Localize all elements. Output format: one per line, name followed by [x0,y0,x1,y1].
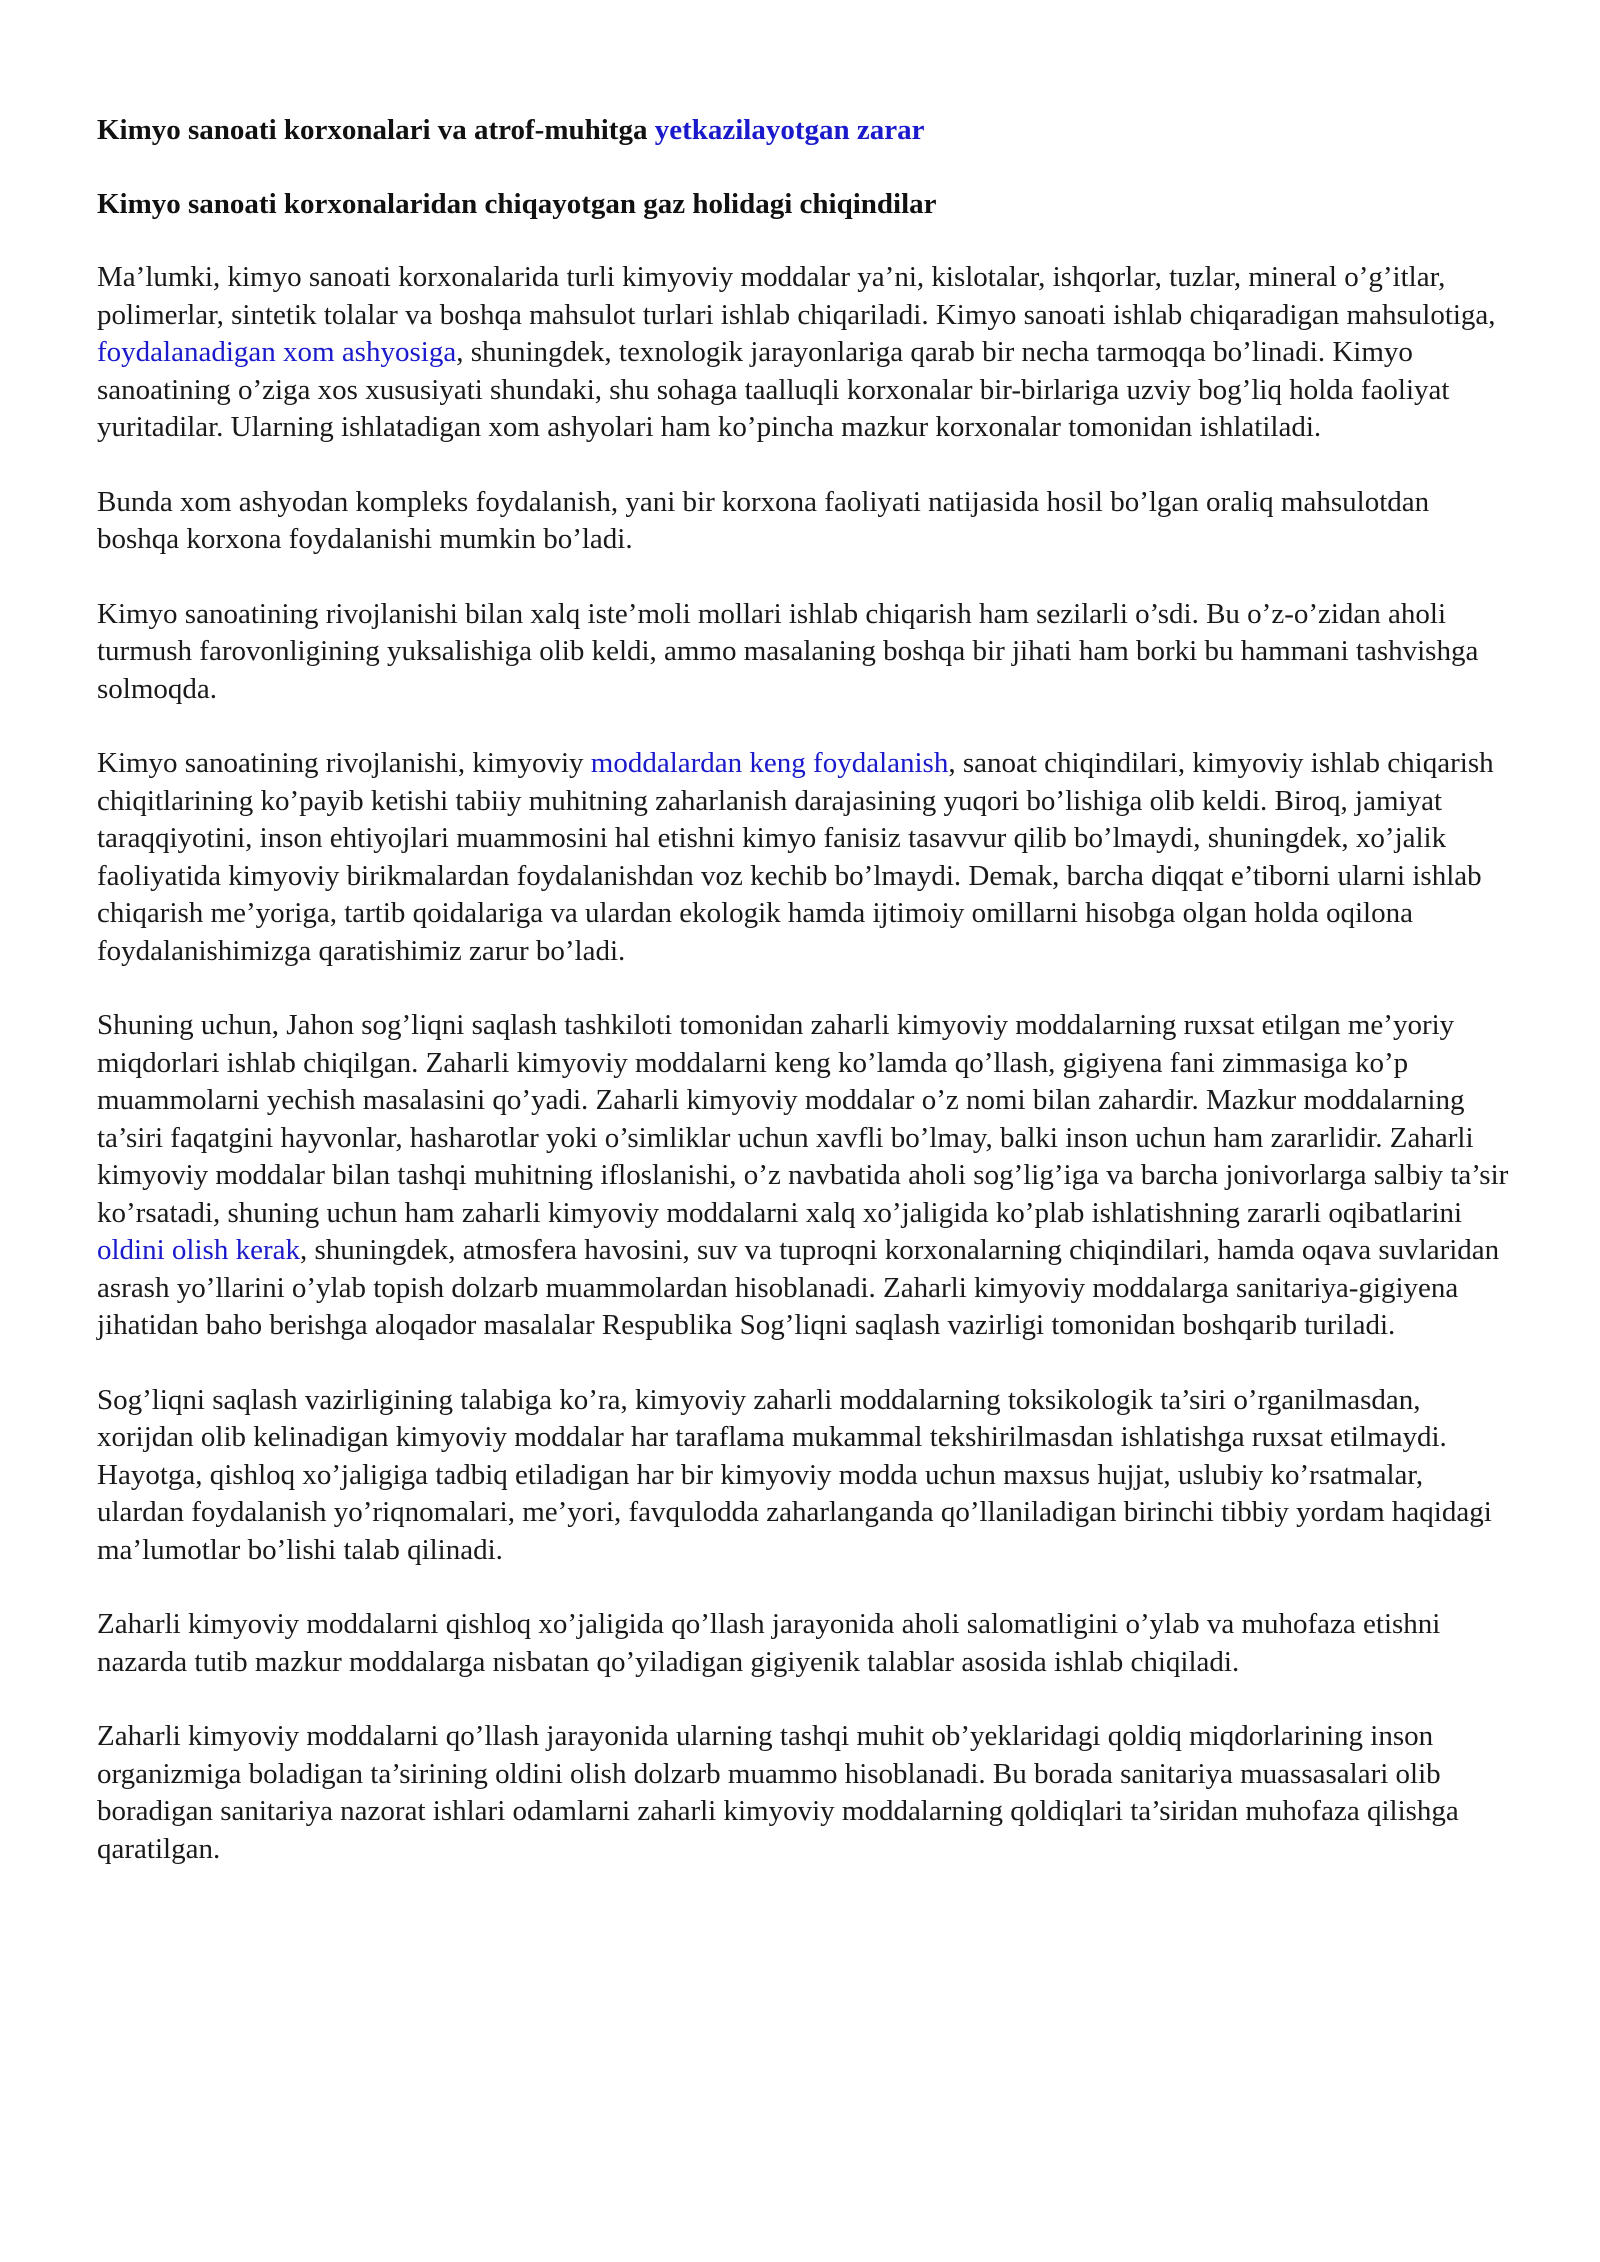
paragraph-text: , sanoat chiqindilari, kimyoviy ishlab chiqarish chiqitlarining ko’payib ketishi tabiiy muhitning zaharlanish darajasining yuqori bo’lishiga olib keldi. Biroq, jamiyat taraqqiyotini, inson ehtiyojlari muammosini hal etishni kimyo fanisiz tasavvur qilib bo’lmaydi, shuningdek, xo’jalik faoliyatida kimyoviy birikmalardan foydalanishdan voz kechib bo’lmaydi. Demak, barcha diqqat e’tiborni ularni ishlab chiqarish me’yoriga, tartib qoidalariga va ulardan ekologik hamda ijtimoiy omillarni hisobga olgan holda oqilona foydalanishimizga qaratishimiz zarur bo’ladi. [97,747,1494,967]
paragraph-3: Kimyo sanoatining rivojlanishi bilan xalq iste’moli mollari ishlab chiqarish ham sezilarli o’sdi. Bu o’z-o’zidan aholi turmush farovonligining yuksalishiga olib keldi, ammo masalaning boshqa bir jihati ham borki bu hammani tashvishga solmoqda. [97,597,1479,705]
paragraph-4 [97,745,1517,970]
paragraph-1 [97,259,1517,447]
link-moddalardan-keng-foydalanish[interactable]: moddalardan keng foydalanish [590,747,949,779]
paragraph-8: Zaharli kimyoviy moddalarni qo’llash jarayonida ularning tashqi muhit ob’yeklaridagi qoldiq miqdorlarining inson organizmiga boladigan ta’sirining oldini olish dolzarb muammo hisoblanadi. Bu borada sanitariya muassasalari olib boradigan sanitariya nazorat ishlari odamlarni zaharli kimyoviy moddalarning qoldiqlari ta’siridan muhofaza qilishga qaratilgan. [97,1720,1459,1865]
paragraph-2: Bunda xom ashyodan kompleks foydalanish, yani bir korxona faoliyati natijasida hosil bo’lgan oraliq mahsulotdan boshqa korxona foydalanishi mumkin bo’ladi. [97,485,1430,555]
link-oldini-olish-kerak[interactable]: oldini olish kerak [97,1234,300,1266]
document-title [97,112,1517,150]
paragraph-text: , shuningdek, texnologik jarayonlariga qarab bir necha tarmoqqa bo’linadi. Kimyo sanoatining o’ziga xos xususiyati shundaki, shu sohaga taalluqli korxonalar bir-birlariga uzviy bog’liq holda faoliyat yuritadilar. Ularning ishlatadigan xom ashyolari ham ko’pincha mazkur korxonalar tomonidan ishlatiladi. [97,336,1450,443]
paragraph-text: Shuning uchun, Jahon sog’liqni saqlash tashkiloti tomonidan zaharli kimyoviy moddalarning ruxsat etilgan me’yoriy miqdorlari ishlab chiqilgan. Zaharli kimyoviy moddalarni keng ko’lamda qo’llash, gigiyena fani zimmasiga ko’p muammolarni yechish masalasini qo’yadi. Zaharli kimyoviy moddalar o’z nomi bilan zahardir. Mazkur moddalarning ta’siri faqatgini hayvonlar, hasharotlar yoki o’simliklar uchun xavfli bo’lmay, balki inson uchun ham zararlidir. Zaharli kimyoviy moddalar bilan tashqi muhitning ifloslanishi, o’z navbatida aholi sog’lig’iga va barcha jonivorlarga salbiy ta’sir ko’rsatadi, shuning uchun ham zaharli kimyoviy moddalarni xalq xo’jaligida ko’plab ishlatishning zararli oqibatlarini [97,1009,1509,1229]
document-subtitle: Kimyo sanoati korxonalaridan chiqayotgan gaz holidagi chiqindilar [97,187,937,220]
paragraph-text: Kimyo sanoatining rivojlanishi, kimyoviy [97,747,591,779]
paragraph-5 [97,1007,1517,1345]
paragraph-6: Sog’liqni saqlash vazirligining talabiga ko’ra, kimyoviy zaharli moddalarning toksikologik ta’siri o’rganilmasdan, xorijdan olib kelinadigan kimyoviy moddalar har taraflama mukammal tekshirilmasdan ishlatishga ruxsat etilmaydi. Hayotga, qishloq xo’jaligiga tadbiq etiladigan har bir kimyoviy modda uchun maxsus hujjat, uslubiy ko’rsatmalar, ulardan foydalanish yo’riqnomalari, me’yori, favqulodda zaharlanganda qo’llaniladigan birinchi tibbiy yordam haqidagi ma’lumotlar bo’lishi talab qilinadi. [97,1383,1492,1566]
paragraph-7: Zaharli kimyoviy moddalarni qishloq xo’jaligida qo’llash jarayonida aholi salomatligini o’ylab va muhofaza etishni nazarda tutib mazkur moddalarga nisbatan qo’yiladigan gigiyenik talablar asosida ishlab chiqiladi. [97,1608,1441,1678]
link-foydalanadigan-xom-ashyosiga[interactable]: foydalanadigan xom ashyosiga [97,336,457,368]
title-link[interactable]: yetkazilayotgan zarar [654,114,925,146]
title-text: Kimyo sanoati korxonalari va atrof-muhitga [97,114,655,146]
paragraph-text: , shuningdek, atmosfera havosini, suv va tuproqni korxonalarning chiqindilari, hamda oqava suvlaridan asrash yo’llarini o’ylab topish dolzarb muammolardan hisoblanadi. Zaharli kimyoviy moddalarga sanitariya-gigiyena jihatidan baho berishga aloqador masalalar Respublika Sog’liqni saqlash vazirligi tomonidan boshqarib turiladi. [97,1234,1500,1341]
document-page [97,112,1517,1905]
paragraph-text: Ma’lumki, kimyo sanoati korxonalarida turli kimyoviy moddalar ya’ni, kislotalar, ishqorlar, tuzlar, mineral o’g’itlar, polimerlar, sintetik tolalar va boshqa mahsulot turlari ishlab chiqariladi. Kimyo sanoati ishlab chiqaradigan mahsulotiga, [97,261,1496,331]
